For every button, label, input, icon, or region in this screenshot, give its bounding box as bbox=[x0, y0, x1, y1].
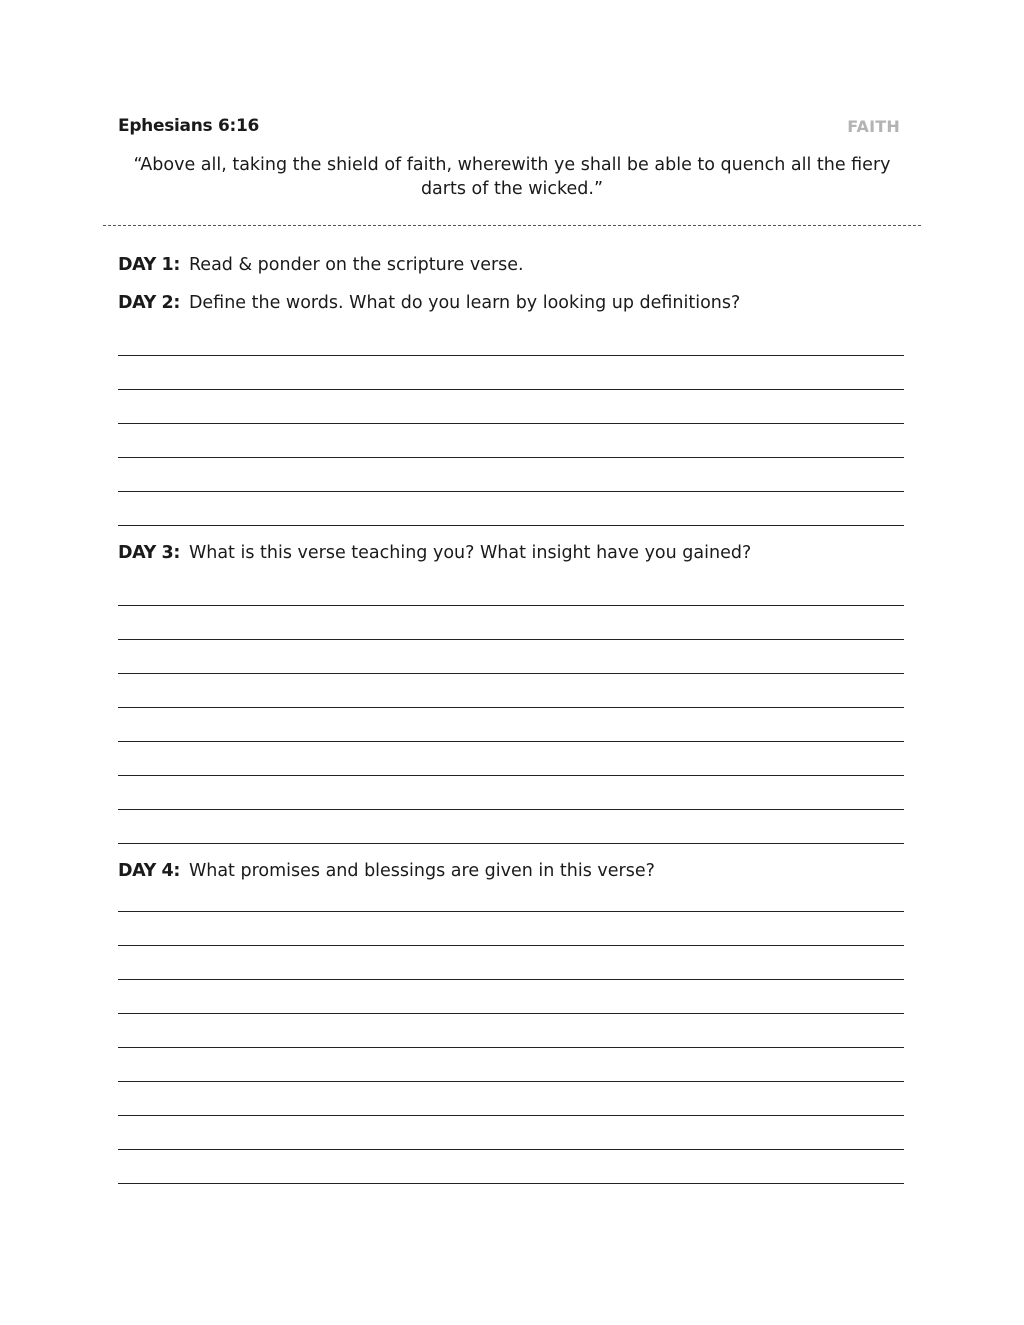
day-4-answer-line[interactable] bbox=[118, 979, 904, 980]
day-3-answer-line[interactable] bbox=[118, 605, 904, 606]
day-3-prompt bbox=[118, 542, 751, 564]
day-4-answer-line[interactable] bbox=[118, 1149, 904, 1150]
day-4-answer-line[interactable] bbox=[118, 945, 904, 946]
day-2-answer-line[interactable] bbox=[118, 355, 904, 356]
day-2-text: Define the words. What do you learn by looking up definitions? bbox=[188, 293, 741, 313]
day-2-answer-line[interactable] bbox=[118, 491, 904, 492]
day-3-answer-line[interactable] bbox=[118, 741, 904, 742]
day-3-label: DAY 3: bbox=[118, 543, 180, 563]
day-1-label: DAY 1: bbox=[118, 255, 180, 275]
day-3-text: What is this verse teaching you? What insight have you gained? bbox=[188, 543, 752, 563]
day-4-answer-line[interactable] bbox=[118, 1183, 904, 1184]
day-3-answer-line[interactable] bbox=[118, 639, 904, 640]
day-4-text: What promises and blessings are given in this verse? bbox=[188, 861, 655, 881]
day-4-answer-line[interactable] bbox=[118, 911, 904, 912]
day-1-prompt bbox=[118, 254, 524, 276]
day-4-label: DAY 4: bbox=[118, 861, 180, 881]
theme-label: FAITH bbox=[847, 117, 900, 136]
day-4-prompt bbox=[118, 860, 655, 882]
day-3-answer-line[interactable] bbox=[118, 809, 904, 810]
scripture-reference: Ephesians 6:16 bbox=[118, 116, 260, 136]
day-4-answer-line[interactable] bbox=[118, 1047, 904, 1048]
day-4-answer-line[interactable] bbox=[118, 1115, 904, 1116]
day-4-answer-line[interactable] bbox=[118, 1013, 904, 1014]
day-2-answer-line[interactable] bbox=[118, 457, 904, 458]
day-2-label: DAY 2: bbox=[118, 293, 180, 313]
day-3-answer-line[interactable] bbox=[118, 673, 904, 674]
day-2-answer-line[interactable] bbox=[118, 389, 904, 390]
dashed-divider bbox=[103, 225, 921, 226]
verse-text: “Above all, taking the shield of faith, wherewith ye shall be able to quench all the fiery darts of the wicked.” bbox=[133, 155, 891, 199]
day-3-answer-line[interactable] bbox=[118, 843, 904, 844]
day-3-answer-line[interactable] bbox=[118, 775, 904, 776]
day-2-answer-line[interactable] bbox=[118, 423, 904, 424]
day-1-text: Read & ponder on the scripture verse. bbox=[188, 255, 524, 275]
day-3-answer-line[interactable] bbox=[118, 707, 904, 708]
day-2-prompt bbox=[118, 292, 740, 314]
day-2-answer-line[interactable] bbox=[118, 525, 904, 526]
day-4-answer-line[interactable] bbox=[118, 1081, 904, 1082]
